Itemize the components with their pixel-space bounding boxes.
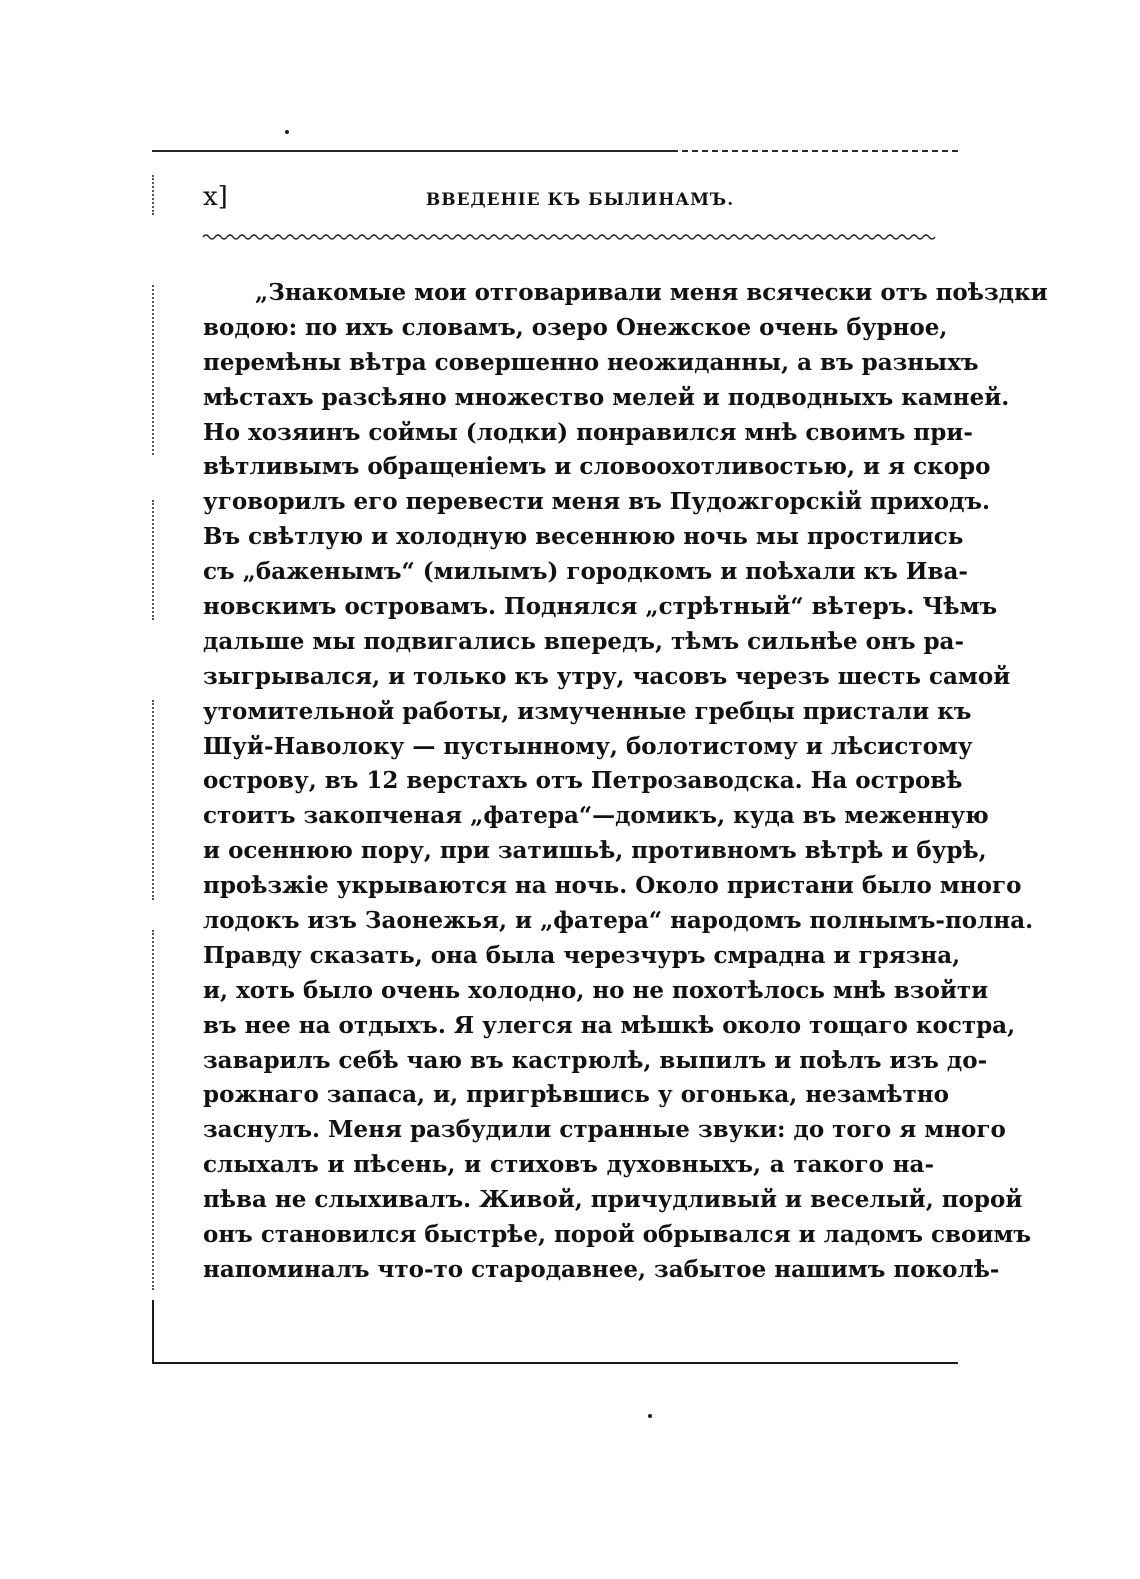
- text-line: лодокъ изъ Заонежья, и „фатера“ народомъ полнымъ-полна.: [203, 907, 1034, 935]
- text-line: онъ становился быстрѣе, порой обрывался и ладомъ своимъ: [203, 1221, 1032, 1249]
- text-line: „Знакомые мои отговаривали меня всячески отъ поѣздки: [255, 279, 1048, 306]
- top-rule-solid: [152, 150, 672, 152]
- text-line: новскимъ островамъ. Поднялся „стрѣтный“ вѣтеръ. Чѣмъ: [203, 593, 998, 621]
- bottom-rule: [152, 1362, 958, 1364]
- text-line: зыгрывался, и только къ утру, часовъ черезъ шесть самой: [203, 662, 1011, 690]
- margin-mark: [152, 700, 154, 900]
- text-line: съ „баженымъ“ (милымъ) городкомъ и поѣхали къ Ива-: [203, 558, 968, 586]
- text-line: рожнаго запаса, и, пригрѣвшись у огонька, незамѣтно: [203, 1081, 949, 1109]
- text-line: острову, въ 12 верстахъ отъ Петрозаводска. На островѣ: [203, 767, 963, 795]
- text-line: мѣстахъ разсѣяно множество мелей и подводныхъ камней.: [203, 383, 1010, 411]
- text-line: вѣтливымъ обращеніемъ и словоохотливостью, и я скоро: [203, 453, 991, 481]
- text-line: проѣзжіе укрываются на ночь. Около пристани было много: [203, 872, 1022, 900]
- text-line: заварилъ себѣ чаю въ кастрюлѣ, выпилъ и поѣлъ изъ до-: [203, 1046, 988, 1074]
- text-line: Шуй-Наволоку — пустынному, болотистому и лѣсистому: [203, 732, 973, 760]
- scan-speck: [648, 1414, 652, 1418]
- text-line: слыхалъ и пѣсень, и стиховъ духовныхъ, а такого на-: [203, 1151, 934, 1179]
- margin-mark: [152, 175, 154, 215]
- text-line: Правду сказать, она была черезчуръ смрадна и грязна,: [203, 941, 961, 969]
- margin-mark: [152, 500, 154, 620]
- text-line: Въ свѣтлую и холодную весеннюю ночь мы простились: [203, 523, 964, 551]
- running-title: ВВЕДЕНІЕ КЪ БЫЛИНАМЪ.: [425, 190, 735, 210]
- scan-speck: [285, 130, 289, 134]
- text-line: и осеннюю пору, при затишьѣ, противномъ вѣтрѣ и бурѣ,: [203, 837, 987, 865]
- text-line: въ нее на отдыхъ. Я улегся на мѣшкѣ около тощаго костра,: [203, 1011, 1016, 1039]
- text-line: стоитъ закопченая „фатера“—домикъ, куда въ меженную: [203, 802, 989, 830]
- wavy-rule: [203, 232, 931, 242]
- text-line: пѣва не слыхивалъ. Живой, причудливый и веселый, порой: [203, 1186, 1023, 1214]
- margin-mark: [152, 285, 154, 455]
- text-line: заснулъ. Меня разбудили странные звуки: до того я много: [203, 1116, 1006, 1144]
- text-line: Но хозяинъ соймы (лодки) понравился мнѣ своимъ при-: [203, 418, 973, 446]
- text-line: уговорилъ его перевести меня въ Пудожгорскій приходъ.: [203, 488, 991, 516]
- page-number: x]: [203, 182, 228, 212]
- margin-mark: [152, 930, 154, 1290]
- text-line: напоминалъ что-то стародавнее, забытое нашимъ поколѣ-: [203, 1255, 1000, 1283]
- text-line: перемѣны вѣтра совершенно неожиданны, а въ разныхъ: [203, 348, 979, 376]
- text-line: утомительной работы, измученные гребцы пристали къ: [203, 697, 972, 725]
- text-line: водою: по ихъ словамъ, озеро Онежское очень бурное,: [203, 313, 948, 341]
- left-frame-line: [152, 1300, 154, 1363]
- text-line: дальше мы подвигались впередъ, тѣмъ сильнѣе онъ ра-: [203, 627, 964, 655]
- body-text: [203, 276, 1048, 1288]
- text-line: и, хоть было очень холодно, но не похотѣлось мнѣ взойти: [203, 976, 989, 1004]
